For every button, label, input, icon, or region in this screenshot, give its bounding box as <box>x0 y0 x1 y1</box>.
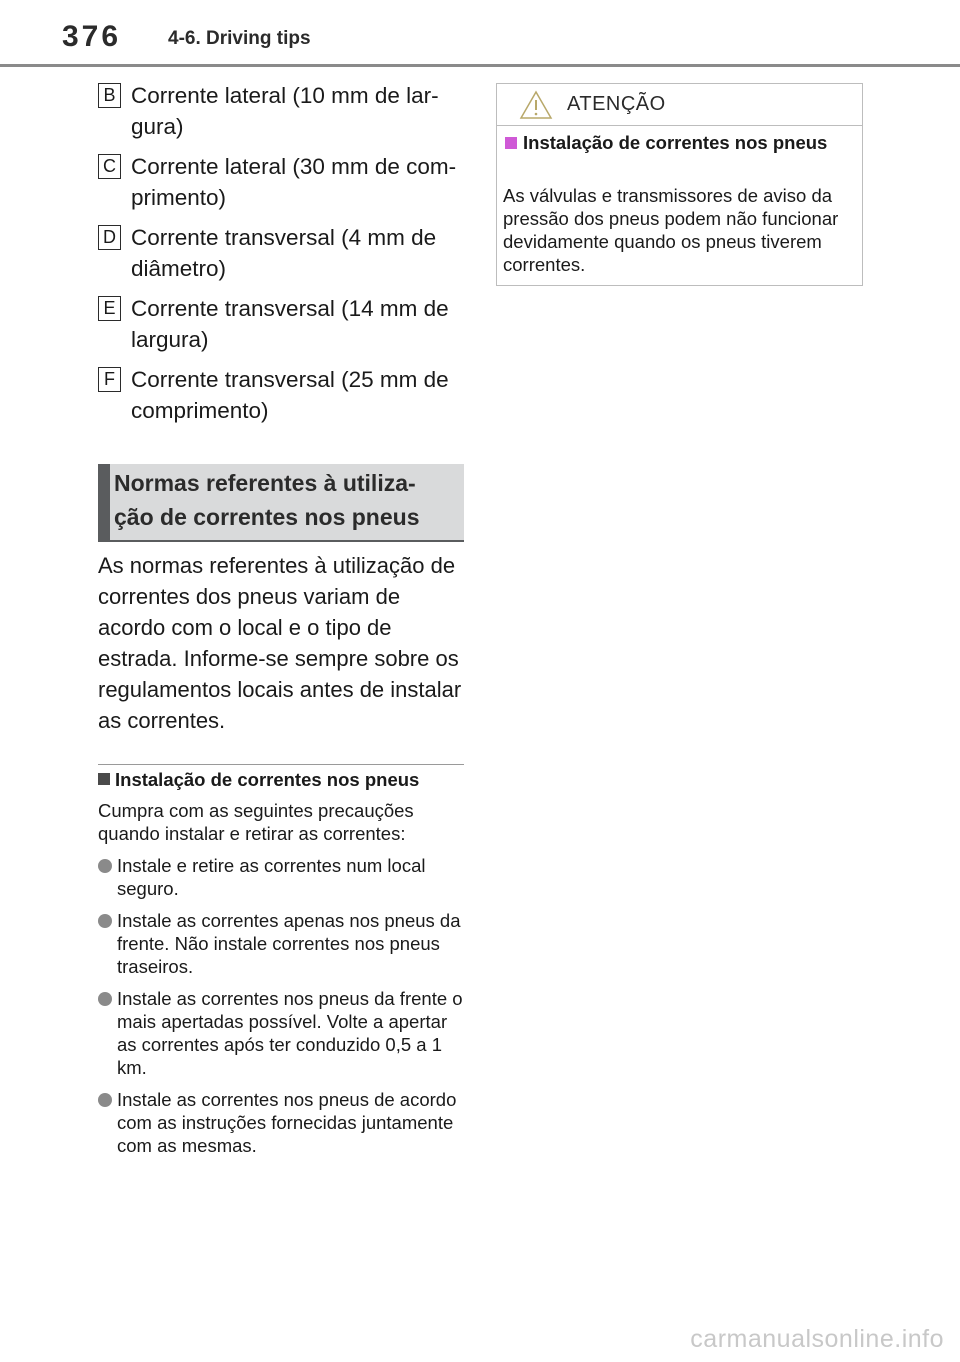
bullet-dot-icon <box>98 859 112 873</box>
chain-type-list <box>98 80 466 435</box>
item-text: Corrente transversal (4 mm de diâmetro) <box>131 225 437 281</box>
bullet-dot-icon <box>98 914 112 928</box>
item-text: Corrente transversal (25 mm de comprimento) <box>131 367 449 423</box>
bullet-text: Instale as correntes nos pneus de acordo com as instruções fornecidas juntamente com as mesmas. <box>117 1089 457 1156</box>
watermark: carmanualsonline.info <box>690 1325 944 1353</box>
warning-box <box>496 83 863 286</box>
item-letter-b: B <box>98 83 121 108</box>
warning-header <box>497 84 862 126</box>
list-item <box>98 151 466 213</box>
subsection-heading-text: Instalação de correntes nos pneus <box>115 769 420 790</box>
item-text: Corrente lateral (10 mm de lar-gura) <box>131 83 439 139</box>
list-item <box>98 80 466 142</box>
header-divider <box>0 64 960 67</box>
bullet-text: Instale as correntes nos pneus da frente o mais apertadas possível. Volte a apertar as correntes após ter conduzido 0,5 a 1 km. <box>117 988 463 1078</box>
bullet-dot-icon <box>98 1093 112 1107</box>
list-item <box>98 222 466 284</box>
list-item <box>98 854 466 900</box>
warning-title: ATENÇÃO <box>567 93 666 115</box>
square-bullet-icon <box>505 137 517 149</box>
warning-subheading-text: Instalação de correntes nos pneus <box>523 132 828 153</box>
subsection-divider <box>98 764 464 765</box>
list-item <box>98 293 466 355</box>
subsection-heading <box>98 769 464 791</box>
item-text: Corrente transversal (14 mm de largura) <box>131 296 449 352</box>
item-text: Corrente lateral (30 mm de com-primento) <box>131 154 457 210</box>
warning-triangle-icon <box>519 90 553 125</box>
square-bullet-icon <box>98 773 110 785</box>
precaution-list <box>98 854 466 1166</box>
bullet-text: Instale e retire as correntes num local seguro. <box>117 855 426 899</box>
page-header <box>0 0 960 70</box>
item-letter-e: E <box>98 296 121 321</box>
item-letter-d: D <box>98 225 121 250</box>
intro-paragraph: As normas referentes à utilização de correntes dos pneus variam de acordo com o local e o tipo de estrada. Informe-se sempre sobre os regulamentos locais antes de instalar as correntes. <box>98 553 462 733</box>
list-item <box>98 1088 466 1157</box>
section-title: 4-6. Driving tips <box>168 28 311 49</box>
bullet-text: Instale as correntes apenas nos pneus da frente. Não instale correntes nos pneus traseiros. <box>117 910 461 977</box>
page-number: 376 <box>62 20 122 53</box>
banner-title: Normas referentes à utiliza-ção de correntes nos pneus <box>114 470 420 530</box>
list-item <box>98 987 466 1079</box>
warning-body: As válvulas e transmissores de aviso da pressão dos pneus podem não funcionar devidamente quando os pneus tiverem correntes. <box>503 185 839 275</box>
subsection-text: Cumpra com as seguintes precauções quando instalar e retirar as correntes: <box>98 800 414 844</box>
list-item <box>98 364 466 426</box>
section-banner <box>98 464 464 542</box>
warning-subheading <box>503 132 843 154</box>
list-item <box>98 909 466 978</box>
item-letter-c: C <box>98 154 121 179</box>
item-letter-f: F <box>98 367 121 392</box>
bullet-dot-icon <box>98 992 112 1006</box>
